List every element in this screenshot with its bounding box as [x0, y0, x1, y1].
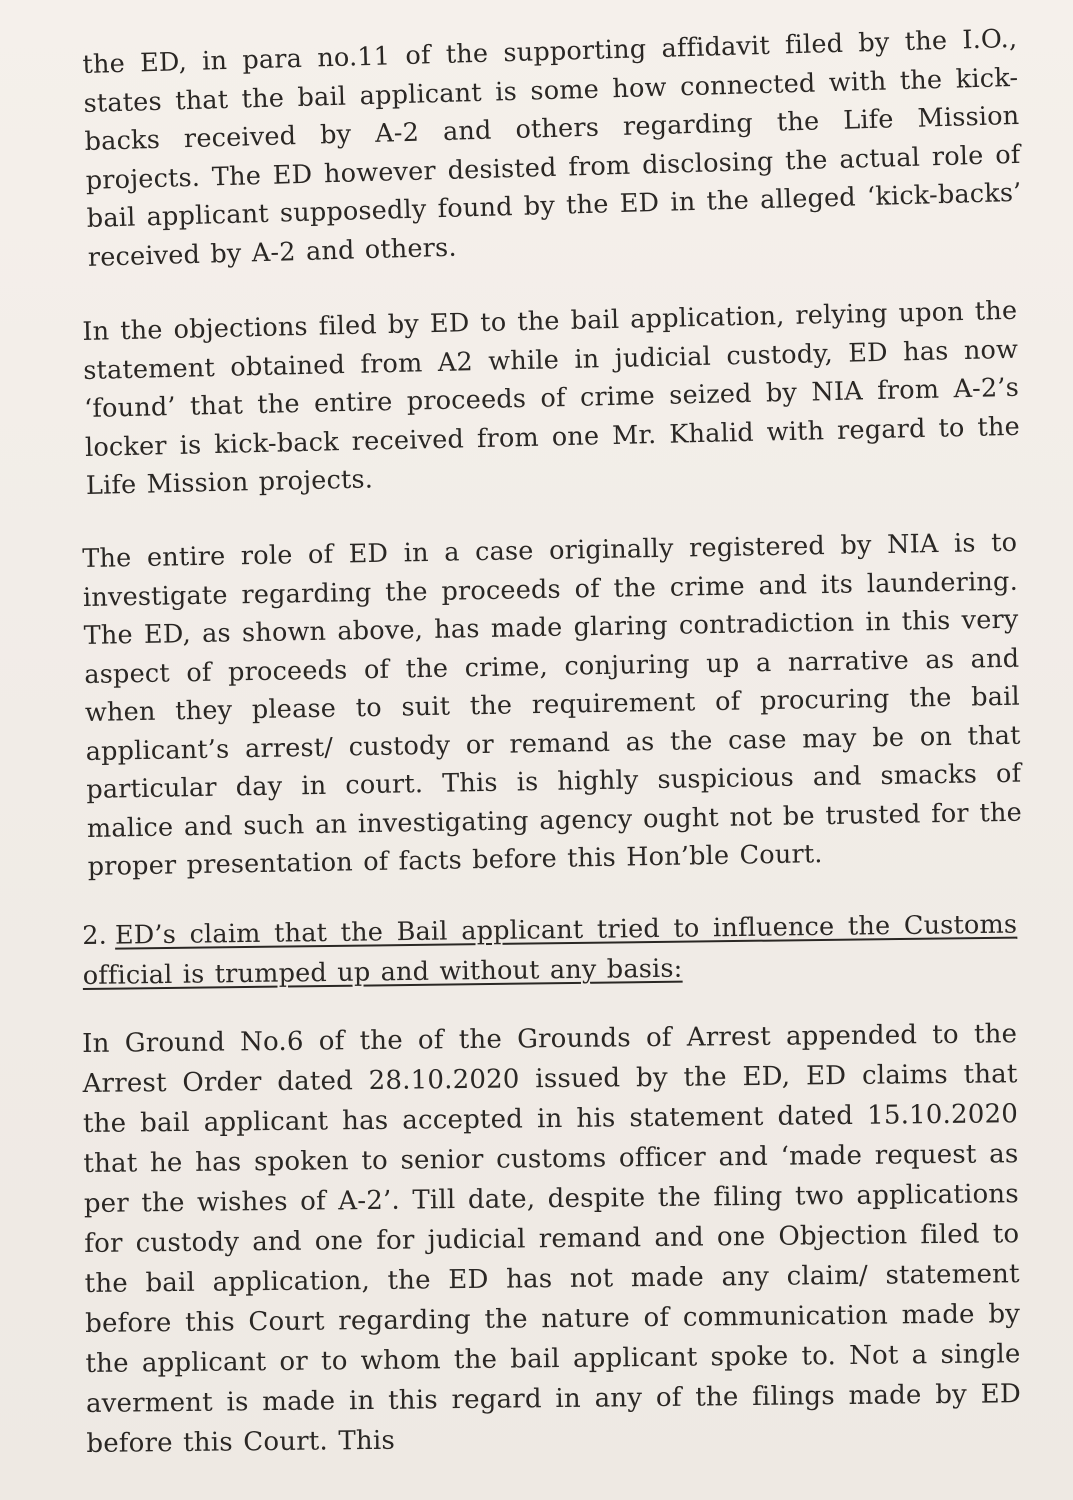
paragraph-objections-filed: In the objections filed by ED to the bail application, relying upon the statement obtained from A2 while in judicial custody, ED has now ‘found’ that the entire proceeds of crime seized by NIA from A-2’s locker is kick-back received from one Mr. Khalid with regard to the Life Mission projects. — [82, 295, 1021, 501]
section-heading — [82, 905, 1018, 996]
paragraph-role-of-ed: The entire role of ED in a case originally registered by NIA is to investigate regarding the proceeds of the crime and its laundering. The ED, as shown above, has made glaring contradiction in this very aspect of proceeds of the crime, conjuring up a narrative as and when they please to suit the requirement of procuring the bail applicant’s arrest/ custody or remand as the case may be on that particular day in court. This is highly suspicious and smacks of malice and such an investigating agency ought not be trusted for the proper presentation of facts before this Hon’ble Court. — [82, 527, 1023, 882]
section-heading-number: 2. — [82, 920, 108, 951]
section-heading-title: ED’s claim that the Bail applicant tried to influence the Customs official is trumped up and without any basis: — [82, 909, 1018, 991]
paragraph-para-11-affidavit: the ED, in para no.11 of the supporting affidavit filed by the I.O., states that the bail applicant is some how connected with the kick-backs received by A-2 and others regarding the Life Mission projects. The ED however desisted from disclosing the actual role of bail applicant supposedly found by the ED in the alleged ‘kick-backs’ received by A-2 and others. — [82, 23, 1022, 273]
paragraph-ground-no-6: In Ground No.6 of the of the Grounds of Arrest appended to the Arrest Order dated 28.10.2020 issued by the ED, ED claims that the bail applicant has accepted in his statement dated 15.10.2020 that he has spoken to senior customs officer and ‘made request as per the wishes of A-2’. Till date, despite the filing two applications for custody and one for judicial remand and one Objection filed to the bail application, the ED has not made any claim/ statement before this Court regarding the nature of communication made by the applicant or to whom the bail applicant spoke to. Not a single averment is made in this regard in any of the filings made by ED before this Court. This — [82, 1019, 1022, 1459]
